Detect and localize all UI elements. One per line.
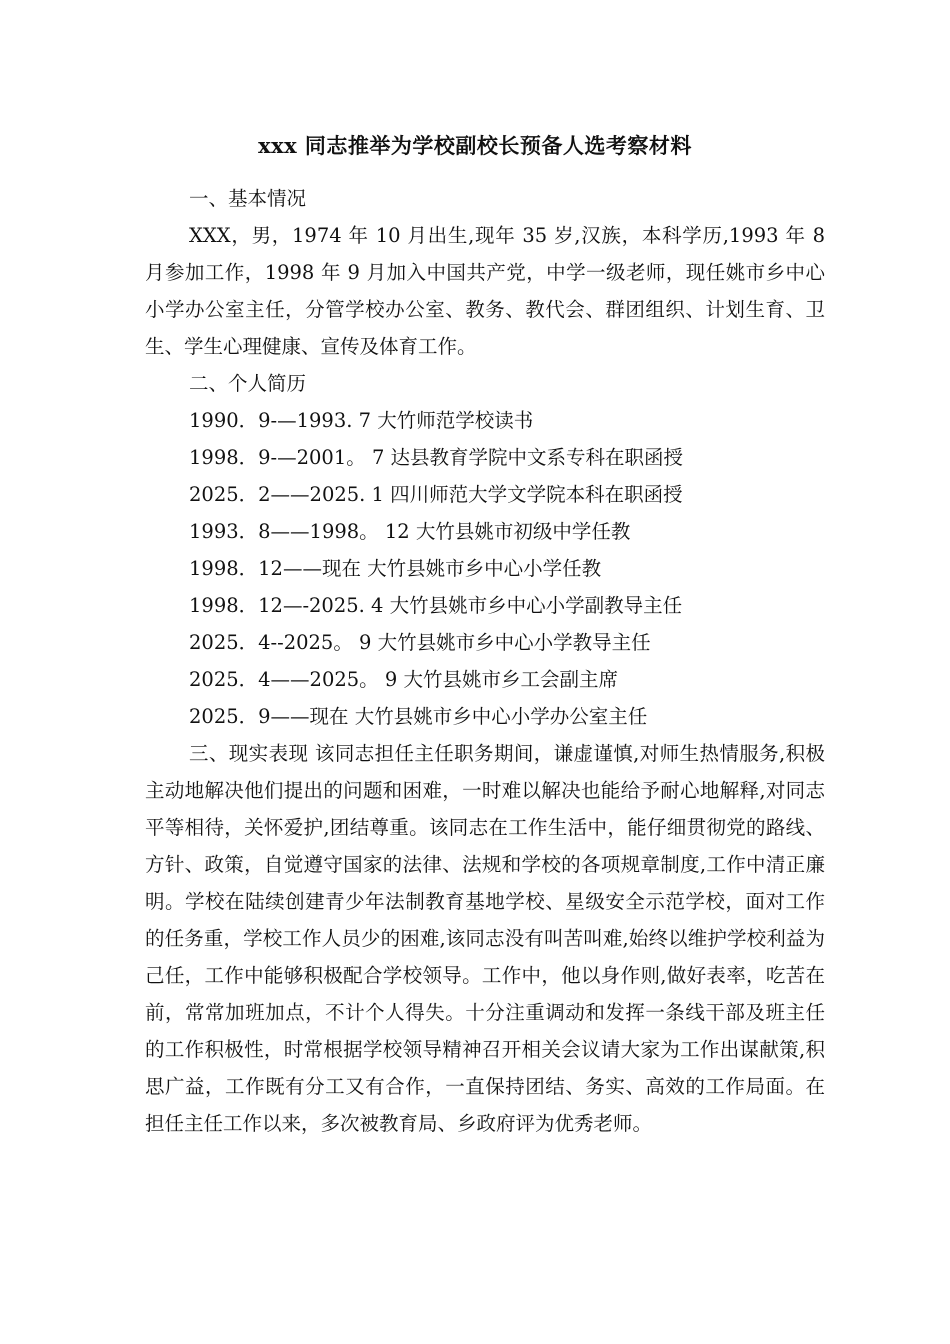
resume-item: 2025．2——2025. 1 四川师范大学文学院本科在职函授 (189, 483, 683, 506)
section-1-paragraph: XXX，男，1974 年 10 月出生,现年 35 岁,汉族，本科学历,1993 年 8 月参加工作，1998 年 9 月加入中国共产党，中学一级老师，现任姚市乡中心小学办公室主任，分管学校办公室、教务、教代会、群团组织、计划生育、卫生、学生心理健康、宣传及体育工作。 (145, 224, 825, 358)
resume-item: 1998．12—-2025. 4 大竹县姚市乡中心小学副教导主任 (189, 594, 683, 617)
resume-item: 2025．4--2025。 9 大竹县姚市乡中心小学教导主任 (189, 631, 651, 654)
resume-item: 2025．9——现在 大竹县姚市乡中心小学办公室主任 (189, 705, 648, 728)
resume-item: 1990．9-—1993. 7 大竹师范学校读书 (189, 409, 534, 432)
resume-list (145, 402, 825, 735)
resume-item: 1993．8——1998。 12 大竹县姚市初级中学任教 (189, 520, 631, 543)
resume-item: 2025．4——2025。 9 大竹县姚市乡工会副主席 (189, 668, 618, 691)
resume-item: 1998．9-—2001。 7 达县教育学院中文系专科在职函授 (189, 446, 684, 469)
resume-item: 1998．12——现在 大竹县姚市乡中心小学任教 (189, 557, 602, 580)
section-3-paragraph: 三、现实表现 该同志担任主任职务期间，谦虚谨慎,对师生热情服务,积极主动地解决他们提出的问题和困难，一时难以解决也能给予耐心地解释,对同志平等相待，关怀爱护,团结尊重。该同志在工作生活中，能仔细贯彻党的路线、方针、政策，自觉遵守国家的法律、法规和学校的各项规章制度,工作中清正廉明。学校在陆续创建青少年法制教育基地学校、星级安全示范学校，面对工作的任务重，学校工作人员少的困难,该同志没有叫苦叫难,始终以维护学校利益为己任，工作中能够积极配合学校领导。工作中，他以身作则,做好表率，吃苦在前，常常加班加点，不计个人得失。十分注重调动和发挥一条线干部及班主任的工作积极性，时常根据学校领导精神召开相关会议请大家为工作出谋献策,积思广益，工作既有分工又有合作，一直保持团结、务实、高效的工作局面。在担任主任工作以来，多次被教育局、乡政府评为优秀老师。 (145, 742, 825, 1135)
section-2-heading: 二、个人简历 (189, 372, 307, 395)
document-body (145, 180, 825, 1142)
section-1-heading: 一、基本情况 (189, 187, 307, 210)
document-title: xxx 同志推举为学校副校长预备人选考察材料 (258, 133, 692, 158)
